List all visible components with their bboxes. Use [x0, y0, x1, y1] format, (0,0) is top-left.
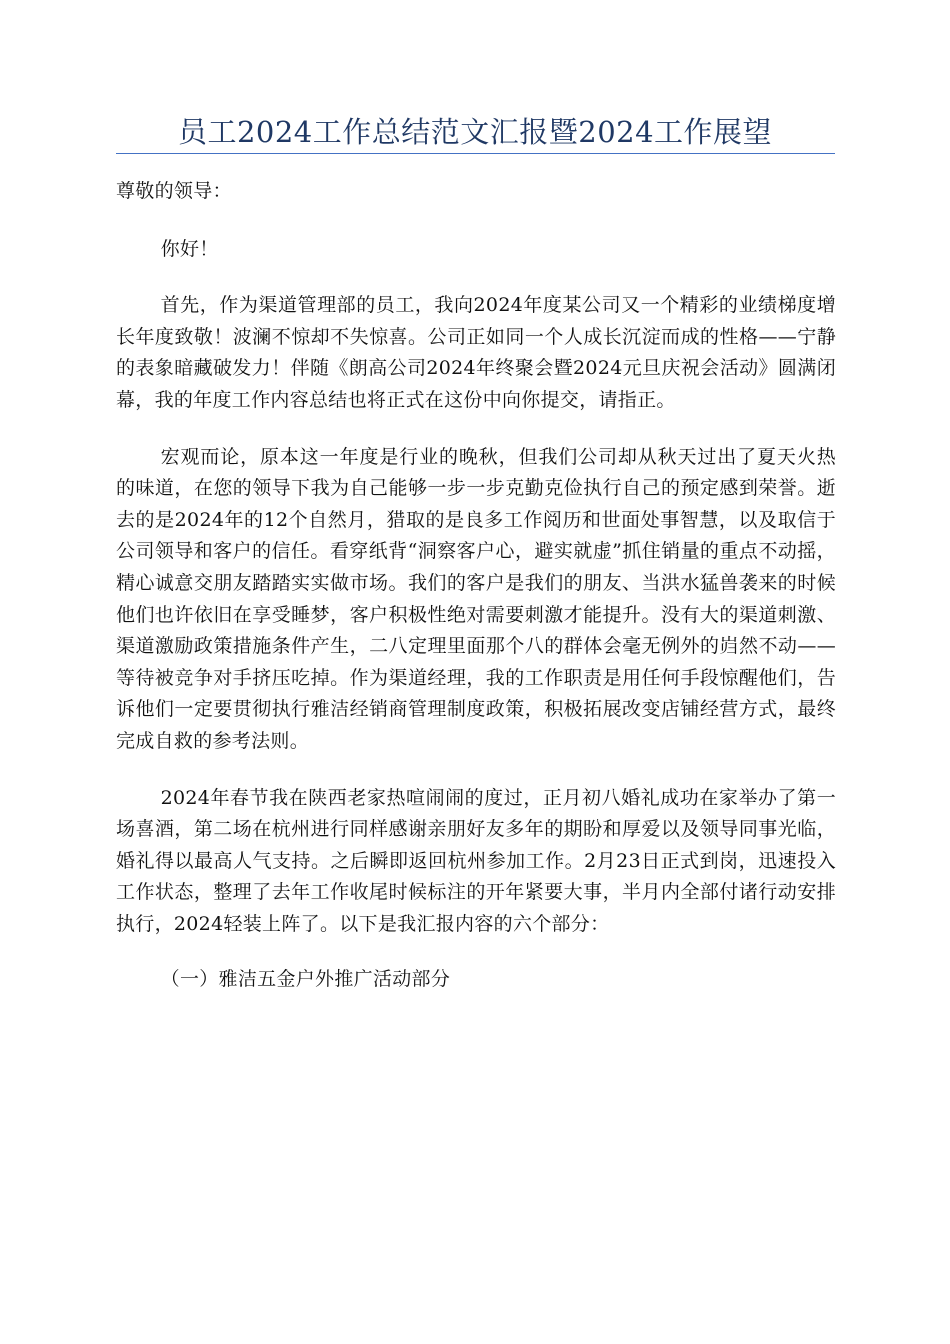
- body-paragraph: 首先，作为渠道管理部的员工，我向2024年度某公司又一个精彩的业绩梯度增长年度致敬！波澜不惊却不失惊喜。公司正如同一个人成长沉淀而成的性格——宁静的表象暗藏破发力！伴随《朗高公司2024年终聚会暨2024元旦庆祝会活动》圆满闭幕，我的年度工作内容总结也将正式在这份中向你提交，请指正。: [116, 294, 836, 411]
- title-underline: [116, 153, 835, 154]
- body-paragraph: 宏观而论，原本这一年度是行业的晚秋，但我们公司却从秋天过出了夏天火热的味道，在您的领导下我为自己能够一步一步克勤克俭执行自己的预定感到荣誉。逝去的是2024年的12个自然月，猎取的是良多工作阅历和世面处事智慧，以及取信于公司领导和客户的信任。看穿纸背“洞察客户心，避实就虚”抓住销量的重点不动摇，精心诚意交朋友踏踏实实做市场。我们的客户是我们的朋友、当洪水猛兽袭来的时候他们也许依旧在享受睡梦，客户积极性绝对需要刺激才能提升。没有大的渠道刺激、渠道激励政策措施条件产生，二八定理里面那个八的群体会毫无例外的岿然不动——等待被竞争对手挤压吃掉。作为渠道经理，我的工作职责是用任何手段惊醒他们，告诉他们一定要贯彻执行雅洁经销商管理制度政策，积极拓展改变店铺经营方式，最终完成自救的参考法则。: [116, 445, 836, 752]
- document-title: 员工2024工作总结范文汇报暨2024工作展望: [177, 115, 773, 149]
- document-body: [116, 176, 836, 996]
- section-heading: （一）雅洁五金户外推广活动部分: [160, 968, 451, 991]
- greeting: 你好！: [160, 237, 219, 260]
- body-paragraph: 2024年春节我在陕西老家热喧闹闹的度过，正月初八婚礼成功在家举办了第一场喜酒，第二场在杭州进行同样感谢亲朋好友多年的期盼和厚爱以及领导同事光临，婚礼得以最高人气支持。之后瞬即返回杭州参加工作。2月23日正式到岗，迅速投入工作状态，整理了去年工作收尾时候标注的开年紧要大事，半月内全部付诸行动安排执行，2024轻装上阵了。以下是我汇报内容的六个部分：: [116, 786, 836, 935]
- salutation: 尊敬的领导：: [116, 180, 232, 202]
